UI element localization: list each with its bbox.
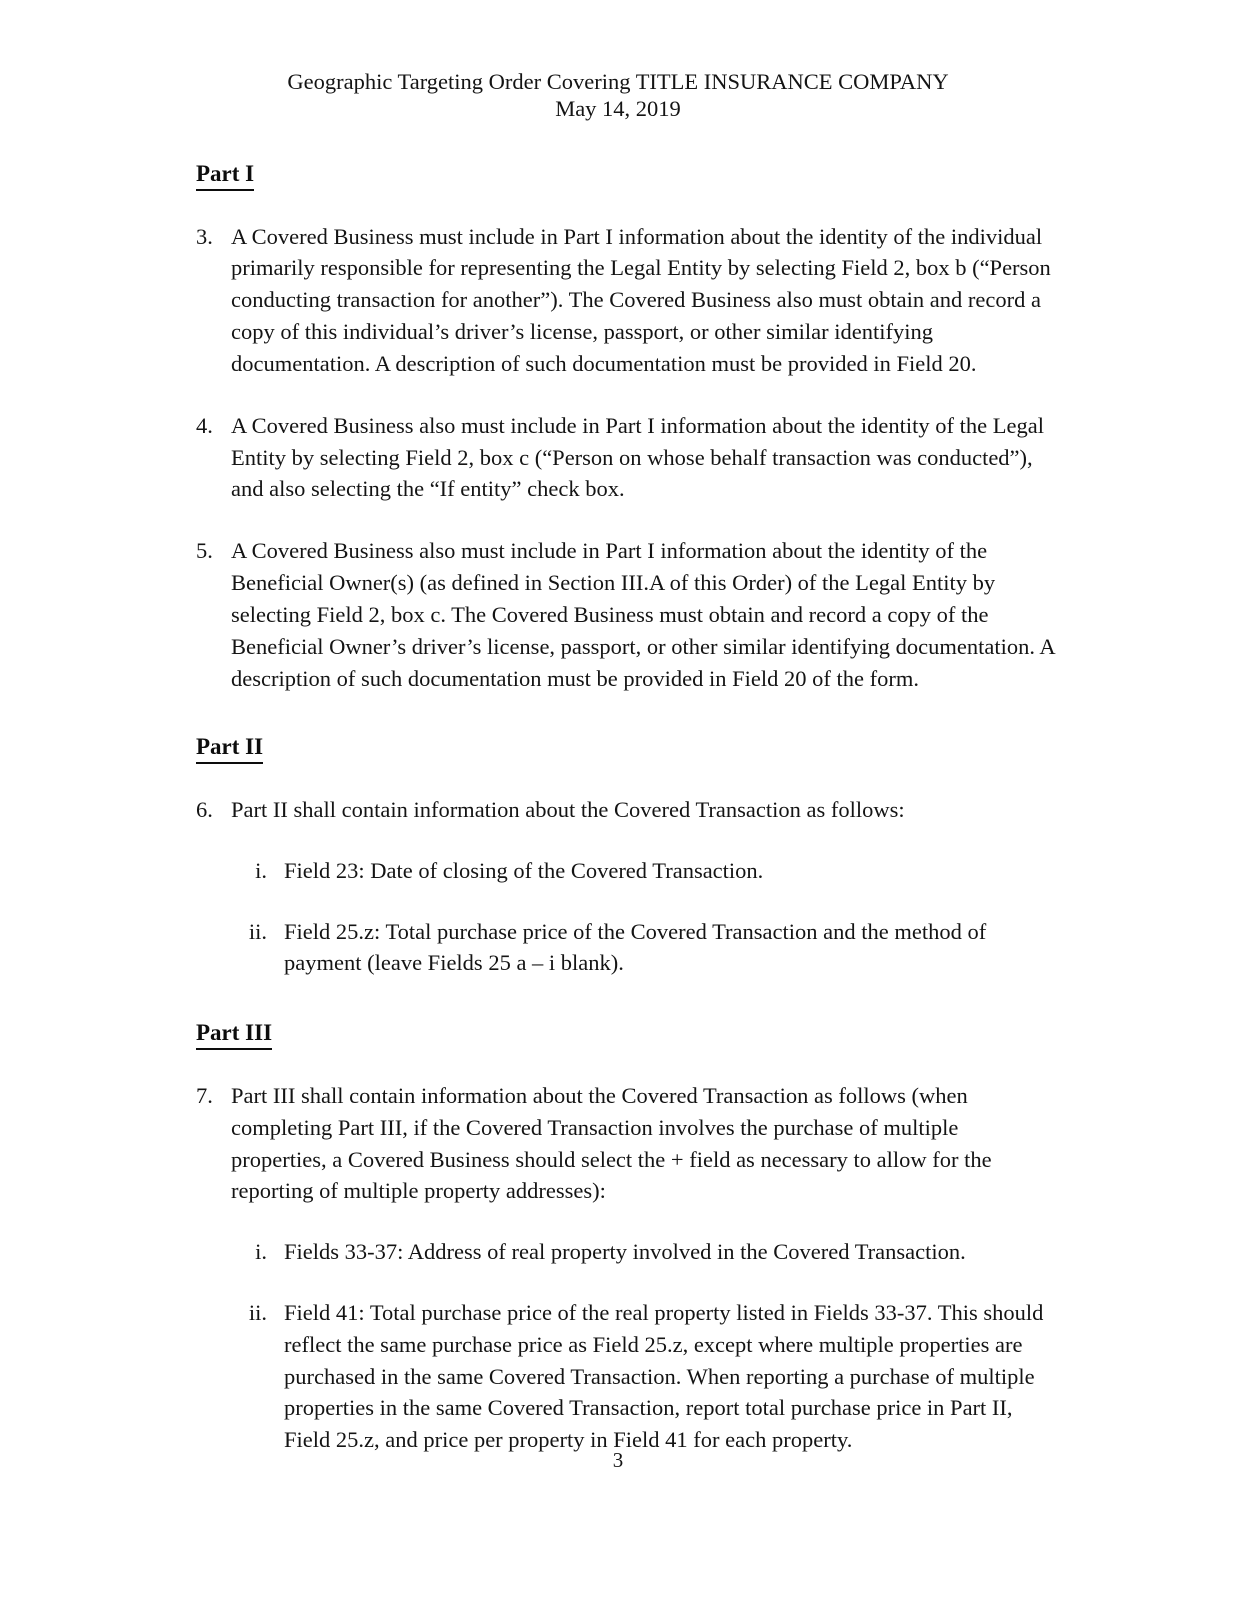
section-heading-part-1 bbox=[196, 160, 1058, 191]
section-heading-part-2-text: Part II bbox=[196, 733, 263, 764]
sub-list-item-7-i-marker: i. bbox=[255, 1239, 267, 1265]
list-item-6-marker: 6. bbox=[196, 796, 213, 822]
document-header bbox=[0, 68, 1236, 123]
sub-list-item-7-ii-marker: ii. bbox=[248, 1300, 267, 1325]
section-heading-part-1-text: Part I bbox=[196, 160, 254, 191]
list-item-3-marker: 3. bbox=[196, 223, 213, 249]
list-item-7-marker: 7. bbox=[196, 1082, 213, 1108]
page-number: 3 bbox=[612, 1448, 624, 1472]
list-item-6 bbox=[196, 794, 1058, 826]
sub-list-item-6-ii-marker: ii. bbox=[248, 918, 267, 944]
section-heading-part-3 bbox=[196, 1019, 1058, 1050]
list-item-3-text: A Covered Business must include in Part I information about the identity of the individual primarily responsible for representing the Legal Entity by selecting Field 2, box b (“Person conducting transaction for another”). The Covered Business also must obtain and record a copy of this individual’s driver’s license, passport, or other similar identifying documentation. A description of such documentation must be provided in Field 20. bbox=[231, 223, 1051, 376]
list-item-4 bbox=[196, 410, 1058, 505]
sub-list-item-6-i bbox=[196, 855, 1058, 887]
sub-list-item-7-i-text: Fields 33-37: Address of real property involved in the Covered Transaction. bbox=[284, 1239, 966, 1265]
section-heading-part-2 bbox=[196, 733, 1058, 764]
sub-list-item-7-i bbox=[196, 1236, 1058, 1268]
sub-list-item-7-ii bbox=[196, 1297, 1058, 1456]
list-item-5 bbox=[196, 535, 1058, 694]
sub-list-item-6-i-text: Field 23: Date of closing of the Covered Transaction. bbox=[284, 857, 764, 883]
document-body bbox=[196, 160, 1058, 1456]
sub-list-item-7-ii-text: Field 41: Total purchase price of the real property listed in Fields 33-37. This should reflect the same purchase price as Field 25.z, except where multiple properties are purchased in the same Covered Transaction. When reporting a purchase of multiple properties in the same Covered Transaction, report total purchase price in Part II, Field 25.z, and price per property in Field 41 for each property. bbox=[284, 1300, 1044, 1453]
section-heading-part-3-text: Part III bbox=[196, 1019, 272, 1050]
header-title-line: Geographic Targeting Order Covering TITLE INSURANCE COMPANY bbox=[287, 69, 949, 94]
list-item-4-text: A Covered Business also must include in Part I information about the identity of the Legal Entity by selecting Field 2, box c (“Person on whose behalf transaction was conducted”), and also selecting the “If entity” check box. bbox=[231, 412, 1044, 502]
list-item-7 bbox=[196, 1080, 1058, 1207]
list-item-5-text: A Covered Business also must include in Part I information about the identity of the Beneficial Owner(s) (as defined in Section III.A of this Order) of the Legal Entity by selecting Field 2, box c. The Covered Business must obtain and record a copy of the Beneficial Owner’s driver’s license, passport, or other similar identifying documentation. A description of such documentation must be provided in Field 20 of the form. bbox=[231, 538, 1055, 691]
sub-list-item-6-i-marker: i. bbox=[255, 857, 267, 883]
list-item-4-marker: 4. bbox=[196, 412, 213, 438]
list-item-7-text: Part III shall contain information about the Covered Transaction as follows (when completing Part III, if the Covered Transaction involves the purchase of multiple properties, a Covered Business should select the + field as necessary to allow for the reporting of multiple property addresses): bbox=[231, 1082, 992, 1204]
header-date-line: May 14, 2019 bbox=[555, 96, 681, 122]
sub-list-item-6-ii bbox=[196, 916, 1058, 980]
list-item-3 bbox=[196, 221, 1058, 380]
list-item-6-text: Part II shall contain information about the Covered Transaction as follows: bbox=[231, 796, 905, 822]
sub-list-item-6-ii-text: Field 25.z: Total purchase price of the Covered Transaction and the method of payment (leave Fields 25 a – i blank). bbox=[284, 918, 987, 976]
list-item-5-marker: 5. bbox=[196, 538, 213, 564]
